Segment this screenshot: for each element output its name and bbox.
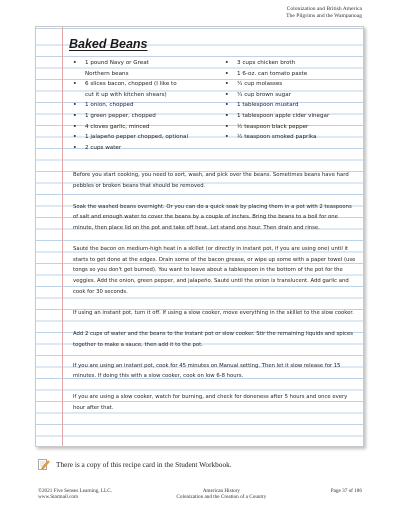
footer-left [38,488,112,501]
ingredient-item [73,122,213,133]
workbook-note [38,458,232,470]
ingredient-text: 1 tablespoon mustard [237,102,299,109]
recipe-step: Sauté the bacon on medium-high heat in a skillet (or directly in instant pot, if you are using one) until it starts to get done at the edges. Drain some of the bacon grease, or wipe up some with a paper towel (use tongs so you don't get burned). You want to leave about a tablespoon in the bottom of the pot for the veggies. Add the onion, green pepper, and jalapeño. Sauté until the onion is translucent. Add garlic and cook for 30 seconds. [73,246,356,295]
footer-center [176,488,266,501]
ingredient-item [225,100,365,111]
note-text: There is a copy of this recipe card in the Student Workbook. [56,459,232,469]
recipe-step: If you are using an instant pot, cook for 45 minutes on Manual setting. Then let it slow release for 15 minutes. If doing this with a slow cooker, cook on low 6-8 hours. [73,362,341,380]
ingredient-text: 4 cloves garlic, minced [85,123,150,130]
bullet-icon: • [225,123,229,130]
footer-right [331,488,362,501]
ingredient-item [225,90,365,101]
page-header [286,6,362,19]
ingredient-text: ½ teaspoon smoked paprika [237,134,317,141]
recipe-step: Soak the washed beans overnight. Or you can do a quick soak by placing them in a pot with 2 teaspoons of salt and enough water to cover the beans by a couple of inches. Bring the beans to a boil for one minute, then place lid on the pot and take off heat. Let stand one hour. Then drain and rinse. [73,203,352,231]
bullet-icon: • [225,102,229,109]
recipe-card [35,26,364,447]
footer-course: American History [202,488,240,494]
ingredient-text: 1 6-oz. can tomato paste [237,70,308,77]
bullet-icon: • [225,134,229,141]
card-margin-line [62,27,63,446]
bullet-icon: • [73,144,77,151]
header-line-2: The Pilgrims and the Wampanoag [286,12,362,19]
bullet-icon: • [225,81,229,88]
bullet-icon: • [73,102,77,109]
recipe-steps [73,170,356,424]
ingredients-right-column [225,58,365,143]
ingredient-text: 1 tablespoon apple cider vinegar [237,112,330,119]
ingredient-item [225,122,365,133]
recipe-step: Add 2 cups of water and the beans to the instant pot or slow cooker. Stir the remaining liquids and spices together to make a sauce, then add it to the pot. [73,330,353,348]
ingredient-text: ¼ cup brown sugar [237,91,291,98]
bullet-icon: • [73,134,77,141]
bullet-icon: • [73,112,77,119]
ingredient-item [73,132,213,143]
ingredient-item [225,69,365,80]
ingredient-text: 3 cups chicken broth [237,60,296,66]
ingredient-text: 6 slices bacon, chopped (I like to [85,81,177,88]
bullet-icon: • [225,112,229,119]
ingredient-text: 1 pound Navy or Great [85,60,149,66]
ingredient-text: ½ teaspoon black pepper [237,123,309,130]
ingredient-text-continued: Northern beans [85,70,129,77]
bullet-icon: • [73,123,77,130]
footer-unit: Colonization and the Creation of a Country [176,494,267,501]
bullet-icon: • [225,91,229,98]
recipe-step: Before you start cooking, you need to sort, wash, and pick over the beans. Sometimes beans have hard pebbles or broken beans that should be removed. [73,172,349,189]
ingredient-text: 2 cups water [85,144,122,151]
ingredient-text: 1 green pepper, chopped [85,112,156,119]
ingredient-text: 1 onion, chopped [85,102,134,109]
page-number: Page 37 of 186 [330,488,362,494]
ingredient-item [225,58,365,69]
bullet-icon: • [225,60,229,66]
ingredient-text-continued: cut it up with kitchen shears) [85,91,167,98]
ingredient-item [225,132,365,143]
ingredient-text: ¼ cup molasses [237,81,283,88]
ingredient-item [225,79,365,90]
footer-website: www.Starmail.com [38,494,79,501]
ingredient-item [73,79,213,100]
recipe-title: Baked Beans [69,37,148,51]
footer-copyright: ©2021 Five Senses Learning, LLC. [38,488,112,494]
page-footer [38,488,362,501]
bullet-icon: • [73,81,77,88]
recipe-step: If you are using a slow cooker, watch for burning, and check for doneness after 5 hours and once every hour after that. [73,394,348,412]
ingredient-item [73,58,213,79]
pencil-note-icon [38,458,50,470]
ingredient-item [73,111,213,122]
ingredients-left-column [73,58,213,153]
ingredient-item [73,143,213,154]
bullet-icon: • [225,70,229,77]
bullet-icon: • [73,60,77,66]
ingredient-item [73,100,213,111]
header-line-1: Colonization and British America [286,6,362,12]
ingredient-item [225,111,365,122]
recipe-step: If using an instant pot, turn it off. If using a slow cooker, move everything in the skillet to the slow cooker. [73,309,354,316]
ingredient-text: 1 jalapeño pepper chopped, optional [85,134,189,141]
